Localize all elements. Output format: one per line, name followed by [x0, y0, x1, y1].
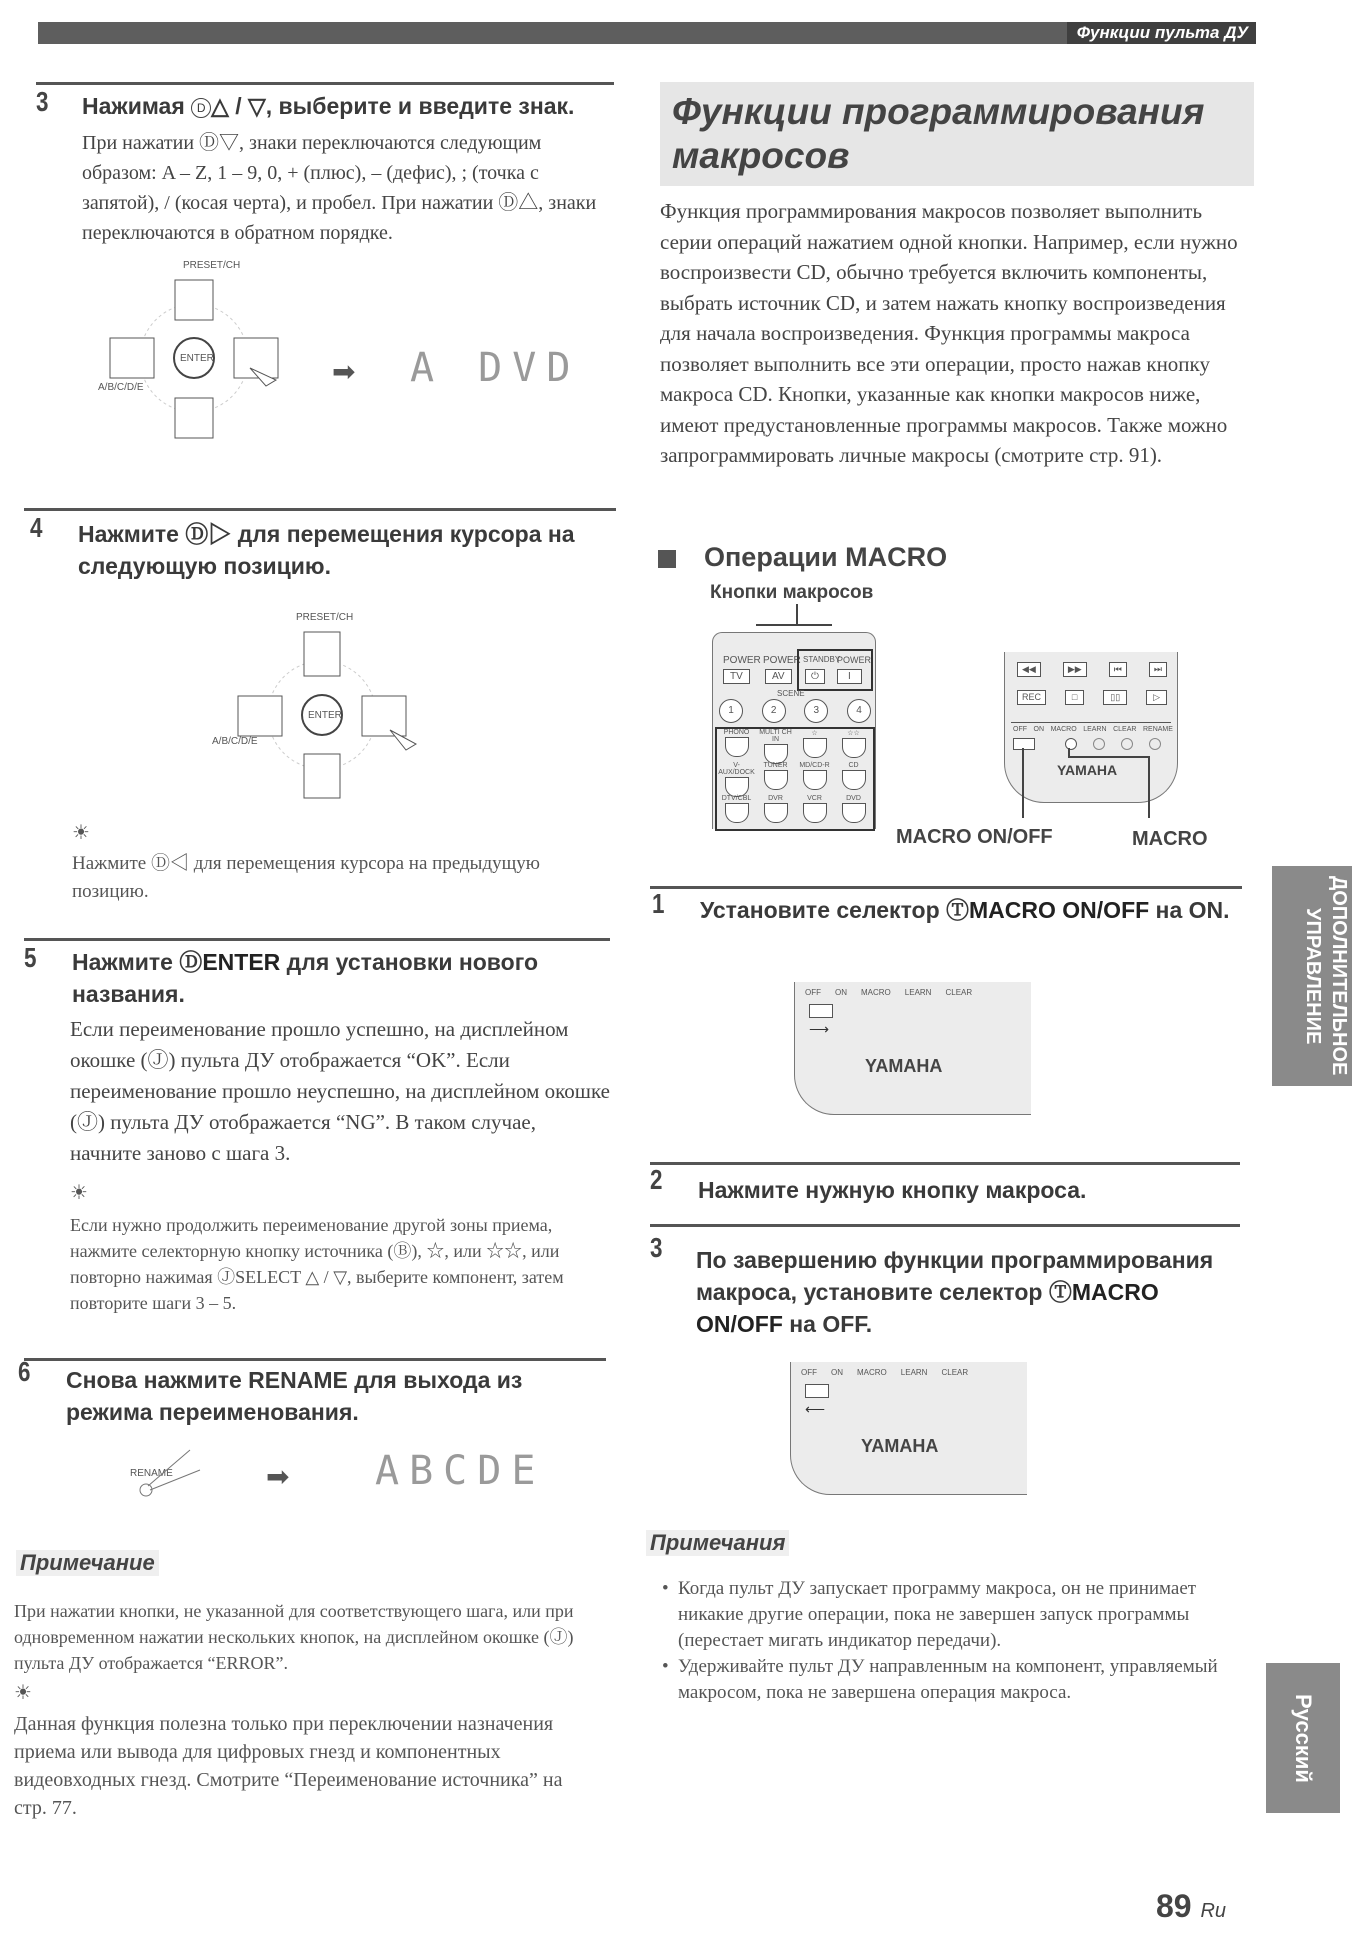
- step-number: 3: [650, 1232, 663, 1263]
- source-key: [795, 729, 834, 762]
- pad-top-label: PRESET/CH: [183, 260, 241, 271]
- clear-button: [1121, 738, 1133, 750]
- rec-button: REC: [1017, 690, 1046, 705]
- note-title: Примечание: [16, 1550, 159, 1576]
- macro-button: [1065, 738, 1077, 750]
- heading-text: на ON.: [1149, 897, 1230, 923]
- note-item: • Когда пульт ДУ запускает программу макроса, он не принимает никакие другие операции, пока не завершен запуск программы (перестает мигать индикатор передачи).: [678, 1576, 1258, 1654]
- pen-press-icon: [130, 1430, 210, 1500]
- scene-button: 3: [804, 699, 828, 723]
- step-number: 5: [24, 942, 37, 973]
- step-number: 4: [30, 512, 43, 543]
- heading-text: на OFF.: [782, 1311, 873, 1337]
- transport-row: [1017, 662, 1167, 677]
- section-label: Функции пульта ДУ: [1067, 22, 1256, 44]
- divider: [24, 1358, 606, 1361]
- source-label: PHONO: [723, 729, 750, 736]
- intro-text: Функция программирования макросов позволяет выполнить серии операций нажатием одной кнопки. Например, если нужно воспроизвести CD, обычно требуется включить компоненты, выбрать источник CD, и затем нажать кнопку воспроизведения для начала воспроизведения. Функция программы макроса позволяет выполнить все эти операции, просто нажав кнопку макроса CD. Кнопки, указанные как кнопки макросов ниже, имеют предустановленные программы макросов. Также можно запрограммировать личные макросы (смотрите стр. 91).: [660, 199, 1238, 467]
- pad-center-label: ENTER: [180, 353, 214, 364]
- source-button: [725, 777, 749, 797]
- source-label: CD: [848, 762, 859, 769]
- source-button: [764, 744, 788, 764]
- power-label: POWER: [763, 655, 801, 666]
- brand-logo: YAMAHA: [1057, 762, 1118, 778]
- source-label: TUNER: [763, 762, 788, 769]
- divider: [650, 1224, 1240, 1227]
- heading-text: По завершению функции программирования макроса, установите селектор Ⓣ: [696, 1247, 1214, 1305]
- arrow-right-icon: ➡: [332, 357, 356, 388]
- source-label: DVD: [846, 795, 861, 802]
- remote-detail-on: [794, 982, 1031, 1115]
- step-heading: Снова нажмите RENAME для выхода из режима переименования.: [66, 1367, 523, 1425]
- source-key: [834, 762, 873, 795]
- source-button: [764, 803, 788, 823]
- source-button: [764, 770, 788, 790]
- macro-onoff-switch: [805, 1384, 829, 1398]
- source-label: MULTI CH IN: [759, 729, 792, 743]
- play-button: ▷: [1146, 690, 1167, 705]
- rename-button: [1149, 738, 1161, 750]
- source-button: [803, 803, 827, 823]
- heading-text: △ / ▽, выберите и введите знак.: [211, 93, 575, 119]
- switch-label: ON: [1033, 726, 1045, 733]
- step-heading: Нажмите Ⓓ▷ для перемещения курсора на следующую позицию.: [78, 521, 575, 579]
- divider: [24, 508, 616, 511]
- source-button: [803, 770, 827, 790]
- arrow-right-icon: ➡: [266, 1462, 290, 1493]
- up-key: [304, 632, 340, 676]
- scene-button: 4: [847, 699, 871, 723]
- d-key-icon: D: [191, 98, 211, 118]
- step-body: При нажатии Ⓓ▽, знаки переключаются следующим образом: A – Z, 1 – 9, 0, + (плюс), – (дефис), ; (точка с запятой), / (косая черта), и пробел. При нажатии Ⓓ△, знаки переключаются в обратном порядке.: [82, 132, 597, 244]
- tip-icon: ☀: [72, 822, 90, 844]
- source-button: [842, 770, 866, 790]
- source-label: ☆: [811, 730, 818, 737]
- remote-right: [1004, 652, 1178, 803]
- source-key: [756, 795, 795, 828]
- scene-button: 1: [719, 699, 743, 723]
- display-readout: ABCDE: [375, 1448, 546, 1494]
- switch-label-row: [1013, 726, 1173, 733]
- callout-line: [756, 624, 832, 626]
- title-line: Функции программирования: [672, 91, 1205, 132]
- source-key: [834, 795, 873, 828]
- switch-label: RENAME: [1142, 726, 1173, 733]
- up-key: [175, 280, 213, 320]
- switch-label: MACRO: [857, 1368, 887, 1377]
- learn-button: [1093, 738, 1105, 750]
- divider: [650, 1162, 1240, 1165]
- tip-icon: ☀: [70, 1182, 88, 1204]
- pad-top-label: PRESET/CH: [296, 612, 354, 623]
- standby-button: ⏻: [805, 669, 825, 684]
- pad-left-label: A/B/C/D/E: [212, 736, 258, 747]
- source-button: [803, 738, 827, 758]
- down-key: [175, 398, 213, 438]
- divider: [36, 82, 614, 85]
- transport-row: [1017, 690, 1167, 705]
- scene-row: [719, 699, 871, 723]
- pad-center-label: ENTER: [308, 710, 342, 721]
- brand-logo: YAMAHA: [861, 1436, 939, 1456]
- fast-forward-button: ▶▶: [1063, 662, 1087, 677]
- callout-macro: MACRO: [1132, 828, 1208, 850]
- note-body: При нажатии кнопки, не указанной для соответствующего шага, или при одновременном нажатии нескольких кнопок, на дисплейном окошке (Ⓙ) пульта ДУ отображается “ERROR”.: [14, 1601, 574, 1673]
- source-button: [842, 803, 866, 823]
- step-heading: [72, 946, 612, 1010]
- switch-label: OFF: [805, 988, 821, 997]
- section-title-box: [660, 82, 1254, 186]
- heading-bold: ENTER: [202, 949, 281, 975]
- stop-button: □: [1065, 690, 1084, 705]
- tv-power-button: TV: [723, 669, 750, 684]
- source-label: MD/CD-R: [799, 762, 830, 769]
- heading-text: Установите селектор Ⓣ: [700, 897, 970, 923]
- step-heading: [82, 90, 622, 122]
- step-number: 3: [36, 86, 49, 117]
- standby-label: STANDBY: [803, 655, 841, 664]
- tip-icon: ☀: [14, 1682, 32, 1704]
- source-label: DVR: [768, 795, 783, 802]
- highlight-box: [797, 649, 873, 691]
- source-button: [842, 738, 866, 758]
- notes-list: [660, 1576, 1258, 1706]
- source-key: [834, 729, 873, 762]
- callout-line: [1068, 756, 1150, 758]
- down-key: [304, 754, 340, 798]
- step-body: Если переименование прошло успешно, на дисплейном окошке (Ⓙ) пульта ДУ отображается “OK”. Если переименование прошло неуспешно, на дисплейном окошке (Ⓙ) пульта ДУ отображается “NG”. В таком случае, начните заново с шага 3.: [70, 1017, 610, 1165]
- av-power-button: AV: [765, 669, 792, 684]
- header-bar: [38, 22, 1256, 44]
- divider: [1011, 722, 1171, 723]
- square-bullet-icon: [658, 550, 676, 568]
- heading-text: Нажмите Ⓓ: [72, 949, 203, 975]
- scene-label: SCENE: [777, 689, 805, 698]
- switch-label: CLEAR: [941, 1368, 969, 1377]
- heading-text: для установки нового названия.: [72, 949, 539, 1007]
- heading-bold: MACRO ON/OFF: [969, 897, 1150, 923]
- source-label: VCR: [807, 795, 822, 802]
- step-heading: Нажмите нужную кнопку макроса.: [698, 1177, 1087, 1203]
- power-on-button: I: [837, 669, 862, 684]
- divider: [650, 886, 1242, 889]
- side-tab-language[interactable]: Русский: [1266, 1663, 1340, 1813]
- display-readout: A DVD: [410, 345, 581, 391]
- power-label: POWER: [837, 655, 872, 665]
- skip-back-button: ⏮: [1109, 662, 1127, 677]
- source-key: [795, 762, 834, 795]
- tip-text: Данная функция полезна только при переключении назначения приема или вывода для цифровых гнезд и компонентных видеовходных гнезд. Смотрите “Переименование источника” на стр. 77.: [14, 1713, 563, 1819]
- heading-bold: MACRO ON/OFF: [696, 1279, 1159, 1337]
- notes-title: Примечания: [646, 1530, 789, 1556]
- right-key: [362, 696, 406, 736]
- arrow-left-icon: ⟵: [805, 1403, 826, 1418]
- divider: [24, 938, 610, 941]
- operations-heading: Операции MACRO: [704, 542, 948, 572]
- source-label: DTV/CBL: [721, 795, 752, 802]
- step-number: 1: [652, 888, 665, 919]
- switch-label: ON: [831, 1368, 843, 1377]
- switch-label: OFF: [801, 1368, 817, 1377]
- switch-label: CLEAR: [945, 988, 973, 997]
- left-key: [110, 338, 154, 378]
- source-key: [717, 729, 756, 762]
- page-number-value: 89: [1156, 1888, 1192, 1924]
- tip-text: Если нужно продолжить переименование другой зоны приема, нажмите селекторную кнопку источника (Ⓑ), ☆, или ☆☆, или повторно нажимая ⒿSELECT △ / ▽, выберите компонент, затем повторите шаги 3 – 5.: [70, 1215, 564, 1313]
- power-label: POWER: [723, 655, 761, 666]
- switch-label: LEARN: [1083, 726, 1107, 733]
- remote-left: [712, 632, 876, 829]
- macro-buttons-label: Кнопки макросов: [710, 582, 874, 603]
- step-heading: [696, 1244, 1236, 1340]
- skip-forward-button: ⏭: [1149, 662, 1167, 677]
- side-tab-advanced[interactable]: ДОПОЛНИТЕЛЬНОЕ УПРАВЛЕНИЕ: [1272, 866, 1352, 1086]
- source-button: [725, 737, 749, 757]
- rename-button-label: RENAME: [130, 1468, 173, 1479]
- arrow-right-icon: ⟶: [809, 1023, 830, 1038]
- source-key: [717, 762, 756, 795]
- note-item: • Удерживайте пульт ДУ направленным на компонент, управляемый макросом, пока не завершена операция макроса.: [678, 1654, 1258, 1706]
- switch-label: OFF: [1013, 726, 1027, 733]
- heading-text: Нажимая: [82, 93, 192, 119]
- scene-button: 2: [762, 699, 786, 723]
- switch-label: LEARN: [900, 1368, 928, 1377]
- step-number: 2: [650, 1164, 663, 1195]
- switch-label: LEARN: [904, 988, 932, 997]
- callout-line: [1022, 748, 1024, 818]
- callout-line: [1148, 756, 1150, 818]
- switch-label-row: [805, 988, 1025, 997]
- pause-button: ▯▯: [1103, 690, 1127, 705]
- remote-detail-off: [790, 1362, 1027, 1495]
- switch-label-row: [801, 1368, 1021, 1377]
- source-button: [725, 803, 749, 823]
- title-line: макросов: [672, 135, 850, 176]
- source-key: [717, 795, 756, 828]
- tip-text: Нажмите Ⓓ◁ для перемещения курсора на предыдущую позицию.: [72, 853, 540, 902]
- language-code: Ru: [1200, 1900, 1227, 1922]
- switch-label: CLEAR: [1113, 726, 1137, 733]
- callout-line: [796, 604, 798, 624]
- pad-left-label: A/B/C/D/E: [98, 382, 144, 393]
- page-number: [1156, 1888, 1226, 1925]
- left-key: [238, 696, 282, 736]
- source-button-grid: [715, 727, 875, 831]
- source-label: ☆☆: [847, 730, 860, 737]
- switch-label: MACRO: [861, 988, 891, 997]
- step-heading: [700, 894, 1260, 926]
- brand-logo: YAMAHA: [865, 1056, 943, 1076]
- callout-macro-onoff: MACRO ON/OFF: [896, 826, 1053, 848]
- switch-label: MACRO: [1050, 726, 1077, 733]
- macro-onoff-switch: [809, 1004, 833, 1018]
- macro-onoff-switch: [1013, 738, 1035, 750]
- source-key: [795, 795, 834, 828]
- section-title: [672, 90, 1204, 178]
- rewind-button: ◀◀: [1017, 662, 1041, 677]
- step-number: 6: [18, 1356, 31, 1387]
- source-label: V-AUX/DOCK: [718, 762, 755, 776]
- switch-label: ON: [835, 988, 847, 997]
- source-key: [756, 762, 795, 795]
- source-key: [756, 729, 795, 762]
